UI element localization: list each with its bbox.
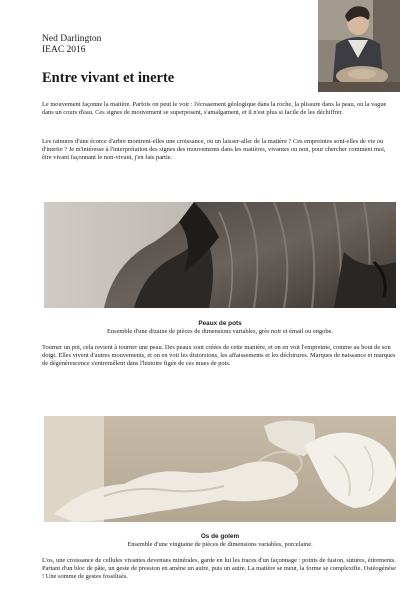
section2-paragraph: L'os, une croissance de cellules vivantes devenues minérales, garde en lui les traces d'un façonnage : points de fusion, sutures, étirements. Partant d'un bloc de pâte, un geste de pression en amène un autre, puis un autre. La matière se meut, la forme se complexifie. Ostéogénèse ! Une somme de gestes fossilisés.	[42, 557, 396, 581]
page-title: Entre vivant et inerte	[42, 70, 175, 86]
intro-paragraph-1: Le mouvement façonne la matière. Parfois on peut le voir : l'écrasement géologique dans la roche, la plissure dans la peau, ou la vague dans un cours d'eau. Ces signes de mouvement se superposent, s'amalgament, et il n'est plus si facile de les déchiffrer.	[42, 101, 387, 117]
peaux-de-pots-photo	[44, 202, 396, 308]
author-name: Ned Darlington	[42, 34, 102, 44]
artist-portrait-photo	[318, 0, 400, 92]
section1-paragraph: Tourner un pot, cela revient à tourner une peau. Des peaux sont créées de cette manière, et on en voit l'empreinte, comme au bout de son doigt. Elles vivent d'autres mouvements, et on en voit les distorsions, les affaissements et les déchirures. Marques de naissance et marques de dégénérescence s'entremêlent dans l'histoire figée de ces mues de pots.	[42, 344, 396, 368]
section2-caption-title: Os de golem	[200, 533, 240, 540]
os-de-golem-image	[44, 416, 396, 522]
section2-caption-sub: Ensemble d'une vingtaine de pièces de dimensions variables, porcelaine.	[127, 541, 313, 548]
section1-caption-title: Peaux de pots	[198, 320, 242, 327]
portrait-image	[318, 0, 400, 92]
author-course: IEAC 2016	[42, 45, 86, 55]
intro-paragraph-2: Les rainures d'une écorce d'arbre montrent-elles une croissance, ou un laisser-aller de la matière ? Ces empreintes sont-elles de vie ou d'inertie ? Je m'intéresse à l'interprétation des signes des mouvements dans les matières, vivantes ou non, pour chercher comment moi, être vivant façonnant le non-vivant, j'en fais partie.	[42, 138, 386, 162]
os-de-golem-photo	[44, 416, 396, 522]
peaux-de-pots-image	[44, 202, 396, 308]
section1-caption-sub: Ensemble d'une dizaine de pièces de dimensions variables, grès noir et émail ou engobe.	[107, 328, 333, 335]
author-block	[42, 34, 101, 56]
